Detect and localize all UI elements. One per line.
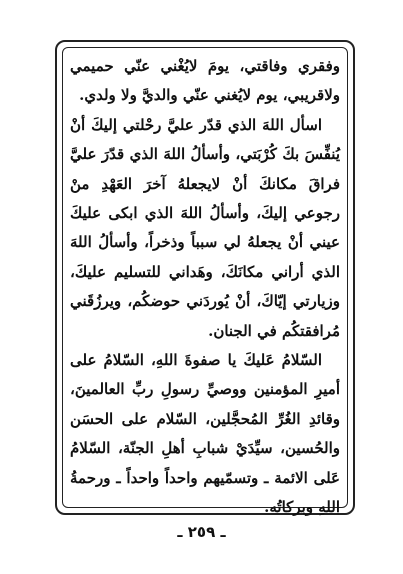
page-body <box>70 52 340 523</box>
paragraph-2: اسأل اللهَ الذي قدّر عليَّ رحْلتي إليكَ أنْ يُنفِّسَ بكَ كُرْبَتي، وأسألُ اللهَ الذي قدّرَ عليَّ فراقَ مكانكَ أنْ لايجعلهُ آخرَ العَهْدِ منْ رجوعي إليكَ، وأسألُ اللهَ الذي ابكى عليكَ عيني أنْ يجعلهُ لي سبباً وذخراً، وأسألُ اللهَ الذي أراني مكانَكَ، وهَداني للتسليم عليكَ، وزيارتي إيّاكَ، أنْ يُوردَني حوضكُم، ويرزُقَني مُرافقتكُم في الجنان. <box>70 115 340 340</box>
paragraph-1: وفقري وفاقتي، يومَ لايُغْني عنّي حميمي ولاقريبي، يوم لايُغني عنّي والديَّ ولا ولدي. <box>70 57 340 105</box>
paragraph-3: السّلامُ عَليكَ يا صفوةَ اللهِ، السّلامُ على أميرِ المؤمنين ووصيِّ رسولِ ربِّ العالمينَ، وقائدِ الغُرِّ المُحجَّلين، السّلام على الحسَن والحُسين، سيِّدَيْ شبابِ أهلِ الجنّة، السّلامُ عَلى الائمة ـ وتسمّيهم واحداً واحداً ـ ورحمةُ اللهِ وبركاتُه. <box>70 351 340 517</box>
page-number: ـ ٢٥٩ ـ <box>177 523 226 541</box>
